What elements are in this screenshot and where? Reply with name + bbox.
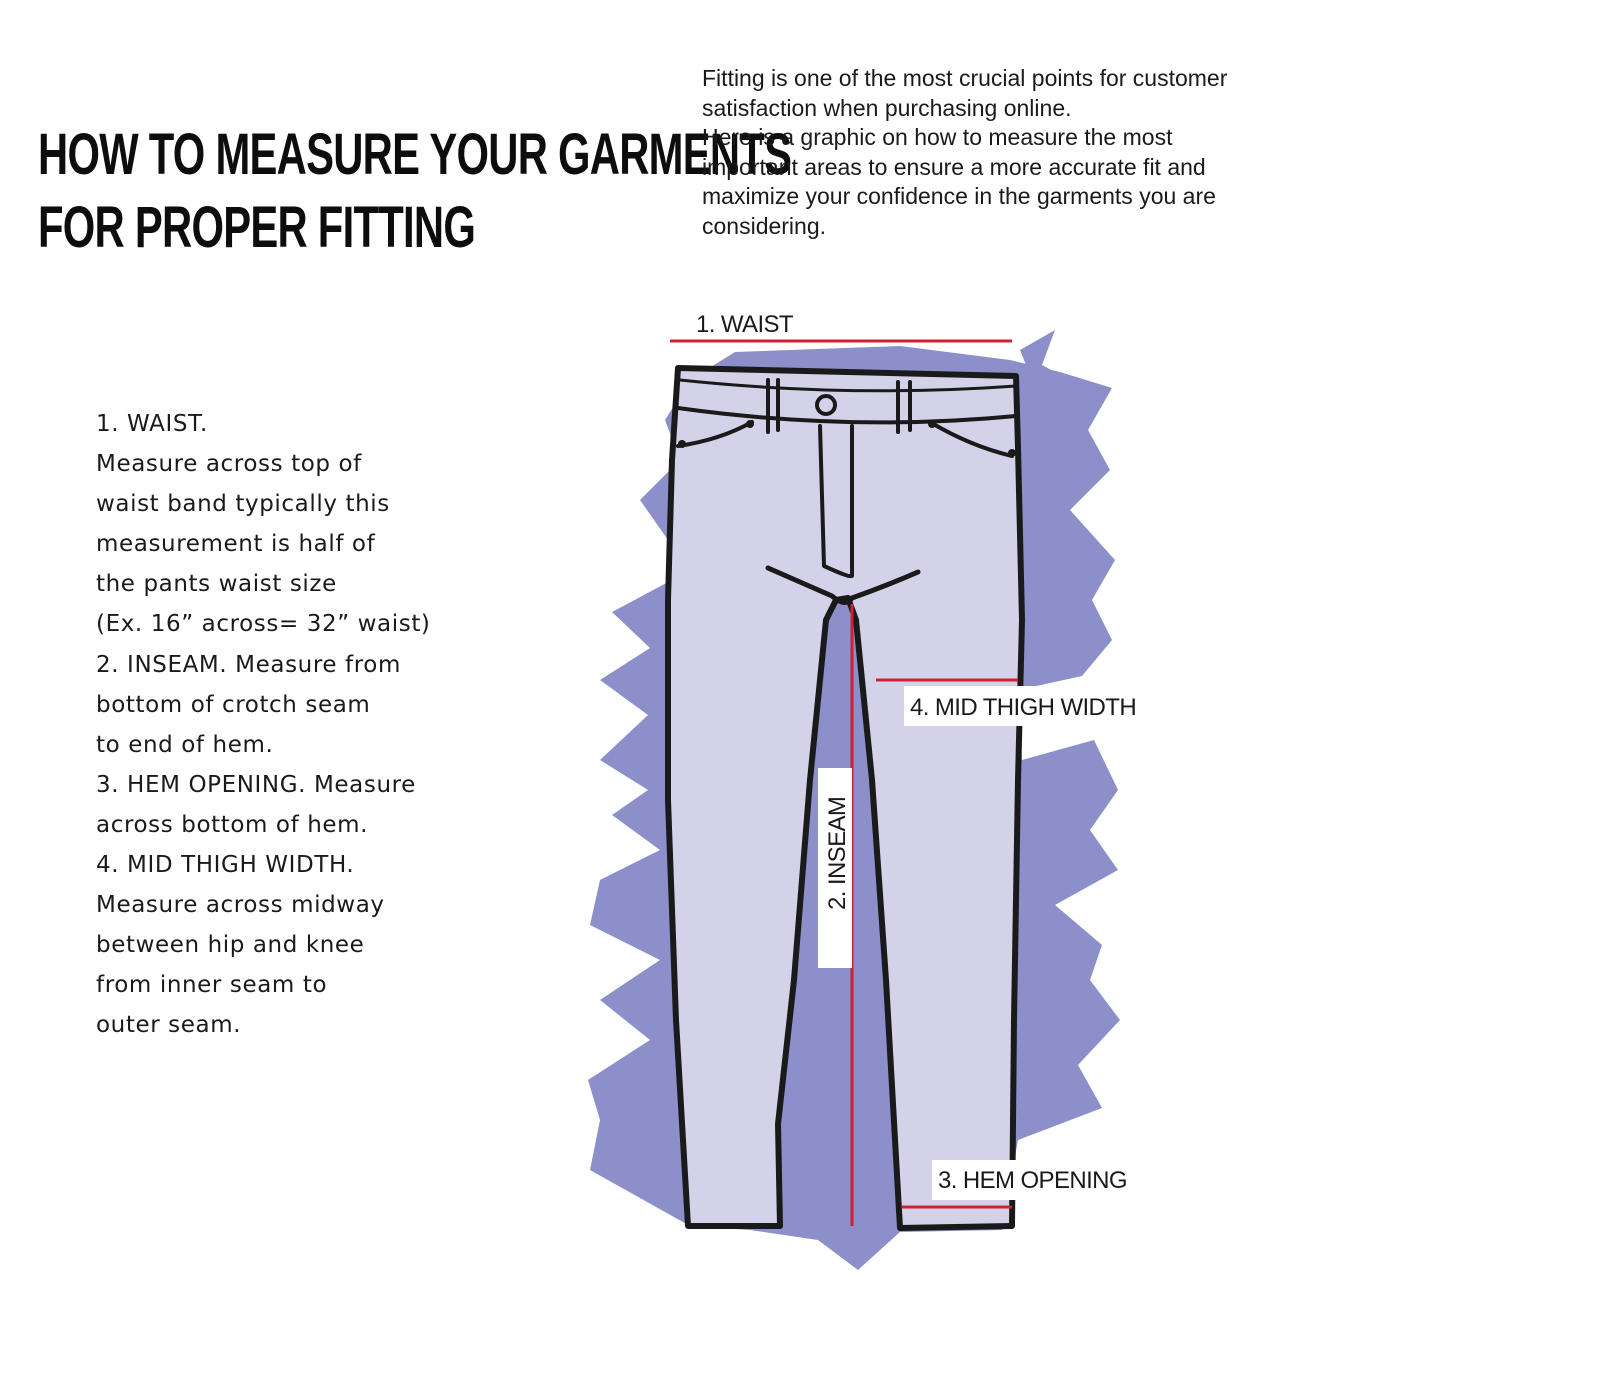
rivet-pocket-right-icon <box>928 420 936 428</box>
instruction-line: outer seam. <box>96 1012 242 1039</box>
instruction-line: (Ex. 16” across= 32” waist) <box>96 611 431 638</box>
instruction-line: 3. HEM OPENING. Measure <box>96 771 416 798</box>
instruction-line: 1. WAIST. <box>96 411 208 437</box>
instruction-line: from inner seam to <box>96 972 328 999</box>
rivet-right-icon <box>1008 449 1016 457</box>
instruction-line: measurement is half of <box>96 531 376 558</box>
instruction-line: bottom of crotch seam <box>96 691 371 718</box>
rivet-pocket-left-icon <box>746 420 754 428</box>
waist-label: 1. WAIST <box>696 311 793 338</box>
instruction-line: to end of hem. <box>96 731 274 758</box>
title-line-1: HOW TO MEASURE YOUR GARMENTS <box>38 122 792 187</box>
title-line-2: FOR PROPER FITTING <box>38 195 476 260</box>
mid-thigh-label: 4. MID THIGH WIDTH <box>910 694 1137 721</box>
instruction-line: waist band typically this <box>96 491 390 518</box>
inseam-label: 2. INSEAM <box>824 796 851 910</box>
instruction-line: the pants waist size <box>96 571 337 598</box>
intro-paragraph-2: Here is a graphic on how to measure the most important areas to ensure a more accurate fit and maximize your confidence in the garments you are considering. <box>702 124 1216 239</box>
hem-label: 3. HEM OPENING <box>938 1167 1127 1194</box>
rivet-left-icon <box>678 440 686 448</box>
instruction-line: 4. MID THIGH WIDTH. <box>96 852 355 879</box>
instruction-line: across bottom of hem. <box>96 811 369 838</box>
intro-paragraph-1: Fitting is one of the most crucial points for customer satisfaction when purchasing online. <box>702 65 1228 121</box>
instruction-line: 2. INSEAM. Measure from <box>96 651 401 678</box>
instruction-line: Measure across midway <box>96 892 385 919</box>
instruction-line: Measure across top of <box>96 451 362 478</box>
instruction-line: between hip and knee <box>96 932 365 959</box>
